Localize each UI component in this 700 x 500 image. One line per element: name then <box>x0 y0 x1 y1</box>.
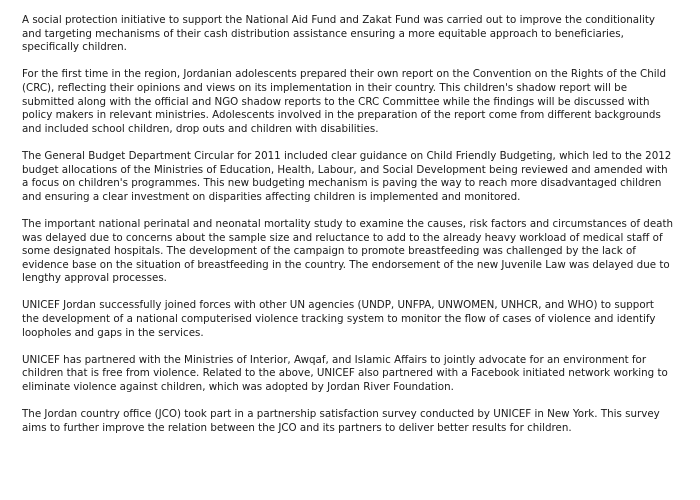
paragraph-violence-tracking: UNICEF Jordan successfully joined forces with other UN agencies (UNDP, UNFPA, UNWOMEN, UNHCR, and WHO) to support the development of a national computerised violence tracking system to monitor the flow of cases of violence and identify loopholes and gaps in the services. <box>22 299 656 339</box>
paragraph-partnership-survey: The Jordan country office (JCO) took part in a partnership satisfaction survey conducted by UNICEF in New York. This survey aims to further improve the relation between the JCO and its partners to deliver better results for children. <box>22 408 660 434</box>
document-body <box>22 14 674 449</box>
paragraph-adolescents-crc-report: For the first time in the region, Jordanian adolescents prepared their own report on the Convention on the Rights of the Child (CRC), reflecting their opinions and views on its implementation in their country. This children's shadow report will be submitted along with the official and NGO shadow reports to the CRC Committee while the findings will be discussed with policy makers in relevant ministries. Adolescents involved in the preparation of the report come from different backgrounds and included school children, drop outs and children with disabilities. <box>22 68 667 135</box>
paragraph-social-protection: A social protection initiative to support the National Aid Fund and Zakat Fund was carried out to improve the conditionality and targeting mechanisms of their cash distribution assistance ensuring a more equitable approach to beneficiaries, specifically children. <box>22 14 655 54</box>
paragraph-ministries-partnership: UNICEF has partnered with the Ministries of Interior, Awqaf, and Islamic Affairs to jointly advocate for an environment for children that is free from violence. Related to the above, UNICEF also partnered with a Facebook initiated network working to eliminate violence against children, which was adopted by Jordan River Foundation. <box>22 353 668 394</box>
paragraph-budget-circular: The General Budget Department Circular for 2011 included clear guidance on Child Friendly Budgeting, which led to the 2012 budget allocations of the Ministries of Education, Health, Labour, and Social Development being reviewed and amended with a focus on children's programmes. This new budgeting mechanism is paving the way to reach more disadvantaged children and ensuring a clear investment on disparities affecting children is implemented and monitored. <box>22 149 672 203</box>
paragraph-mortality-study: The important national perinatal and neonatal mortality study to examine the causes, risk factors and circumstances of death was delayed due to concerns about the sample size and reluctance to add to the already heavy workload of medical staff of some designated hospitals. The development of the campaign to promote breastfeeding was challenged by the lack of evidence base on the situation of breastfeeding in the country. The endorsement of the new Juvenile Law was delayed due to lengthy approval processes. <box>22 217 674 285</box>
